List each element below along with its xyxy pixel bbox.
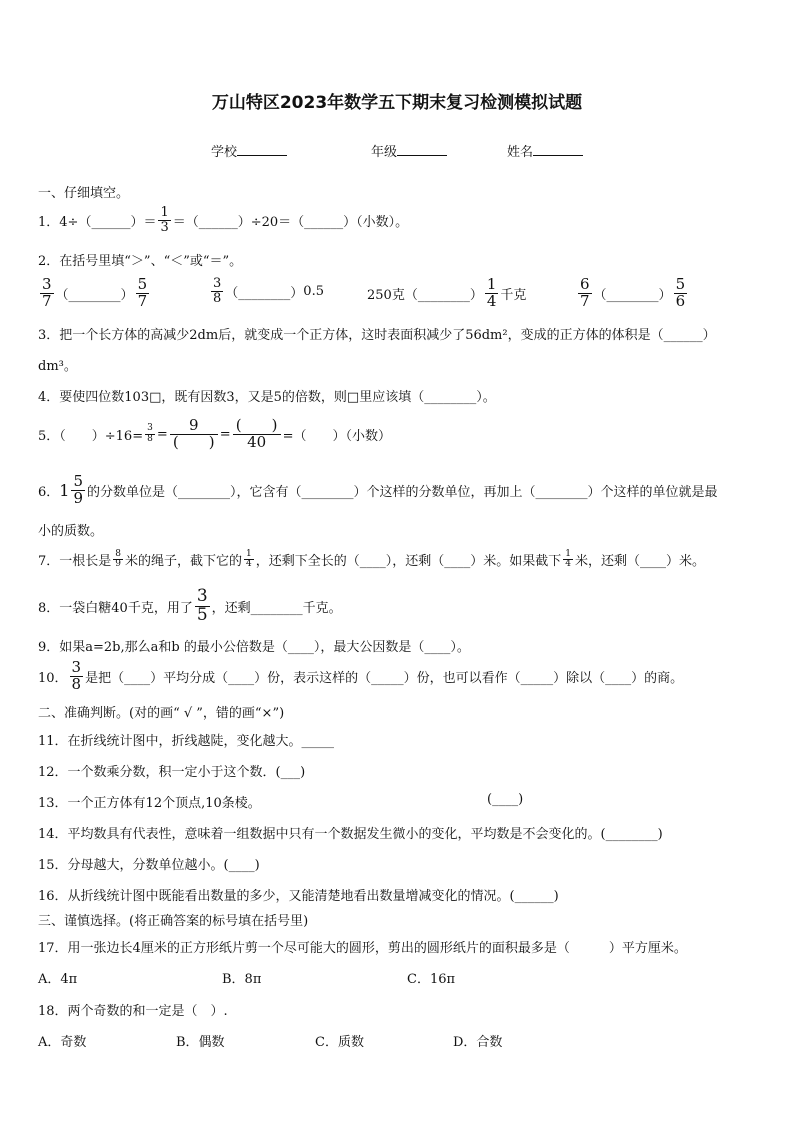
question-9: 9．如果a=2b,那么a和b 的最小公倍数是（____），最大公因数是（____）。: [38, 640, 470, 655]
q5-eq-2: =: [219, 426, 231, 442]
q5-frac-2: [170, 418, 218, 451]
q2c3-tail: 千克: [500, 287, 527, 303]
q18-option-a[interactable]: A．奇数: [38, 1035, 87, 1050]
q1-part-a: 4÷（______）＝: [59, 214, 157, 230]
q5-part-a: 5．（ ）÷16=: [38, 428, 144, 444]
q2c4-den-right: 6: [675, 291, 686, 310]
q2-compare-2: [209, 277, 324, 305]
q1-frac-num: 1: [160, 205, 169, 220]
q5-frac1-num: 3: [147, 423, 153, 434]
q7-part-d: 米，还剩（____）米。: [575, 554, 706, 570]
q2c4-den-left: 7: [580, 291, 590, 310]
q2c4-num-left: 6: [580, 275, 590, 293]
q5-frac2-den[interactable]: ( ): [172, 432, 215, 451]
q2c1-frac-left: [40, 277, 54, 310]
q10-frac-den: 8: [71, 674, 82, 693]
question-16: 16．从折线统计图中既能看出数量的多少，又能清楚地看出数量增减变化的情况。(______): [38, 889, 559, 904]
q18-option-d[interactable]: D．合数: [453, 1035, 503, 1050]
question-2: 2．在括号里填“＞”、“＜”或“＝”。: [38, 254, 243, 269]
question-12: 12．一个数乘分数，积一定小于这个数．(___): [38, 765, 306, 780]
question-18: 18．两个奇数的和一定是（ ）.: [38, 1004, 228, 1019]
q6-part-b: 的分数单位是（________），它含有（________）个这样的分数单位，再加上（________）个这样的单位就是最: [87, 484, 718, 500]
q2c2-frac-left: [211, 277, 223, 305]
q2c3-frac: [485, 277, 499, 310]
q2c1-den-right: 7: [137, 291, 148, 310]
q2c2-tail: 0.5: [303, 283, 324, 299]
section-1-heading: 一、仔细填空。: [38, 186, 130, 201]
q7-part-b: 米的绳子，截下它的: [125, 554, 243, 570]
q2c4-frac-right: [674, 277, 688, 310]
q10-frac: [70, 660, 84, 693]
q7-part-a: 7．一根长是: [38, 554, 112, 570]
q5-frac3-den: 40: [247, 432, 267, 451]
section-2-heading: 二、准确判断。(对的画“ √ ”，错的画“×”): [38, 706, 285, 721]
question-3-line-2: dm³。: [38, 359, 77, 374]
name-blank[interactable]: [533, 142, 583, 156]
q2-compare-1: [38, 277, 151, 310]
q6-whole: 1: [59, 480, 70, 500]
question-3-line-1: 3．把一个长方体的高减少2dm后，就变成一个正方体，这时表面积减少了56dm²，变成的正方体的体积是（______）: [38, 328, 716, 343]
question-14: 14．平均数具有代表性，意味着一组数据中只有一个数据发生微小的变化，平均数是不会变化的。(________): [38, 827, 663, 842]
question-17: 17．用一张边长4厘米的正方形纸片剪一个尽可能大的圆形，剪出的圆形纸片的面积最多是（ ）平方厘米。: [38, 941, 687, 956]
school-field[interactable]: [211, 141, 287, 160]
name-field[interactable]: [507, 141, 583, 160]
question-6-line-2: 小的质数。: [38, 524, 104, 539]
q2c1-num-left: 3: [42, 275, 52, 293]
q6-frac-num: 5: [73, 472, 84, 490]
question-8: [38, 588, 342, 625]
q10-part-b: 是把（____）平均分成（____）份，表示这样的（_____）份，也可以看作（_____）除以（____）的商。: [85, 670, 684, 686]
q10-frac-num: 3: [71, 658, 82, 676]
q2c1-blank[interactable]: （________）: [55, 287, 134, 303]
q2c1-frac-right: [136, 277, 150, 310]
q2c3-num: 1: [486, 275, 497, 293]
q7-frac3-den: 4: [565, 559, 572, 570]
q6-num: 6．: [38, 484, 60, 500]
question-1: [38, 206, 408, 234]
q2c4-blank[interactable]: （________）: [593, 287, 672, 303]
q17-option-b[interactable]: B．8π: [222, 972, 262, 987]
q5-frac2-num: 9: [170, 418, 218, 435]
q1-frac-den: 3: [160, 219, 169, 235]
question-13: 13．一个正方体有12个顶点,10条棱。: [38, 796, 261, 811]
q7-frac2-num: 1: [246, 549, 252, 559]
q5-frac-1: [145, 424, 155, 444]
q2c2-num-left: 3: [213, 276, 222, 291]
q8-frac-den: 5: [196, 604, 208, 625]
q7-frac3-num: 1: [565, 549, 572, 559]
q5-frac1-den: 8: [147, 433, 153, 444]
grade-field[interactable]: [371, 141, 447, 160]
q18-option-c[interactable]: C．质数: [315, 1035, 364, 1050]
question-4: 4．要使四位数103□，既有因数3，又是5的倍数，则□里应该填（________）。: [38, 390, 496, 405]
q6-frac: [71, 474, 85, 507]
q2c3-blank[interactable]: （________）: [404, 287, 483, 303]
q2-compare-4: [576, 277, 689, 310]
q18-option-b[interactable]: B．偶数: [176, 1035, 225, 1050]
q2c1-den-left: 7: [42, 291, 52, 310]
q2c3-head: 250克: [367, 287, 405, 303]
q10-num: 10．: [38, 670, 68, 686]
q1-num: 1．: [38, 214, 60, 230]
q2c1-num-right: 5: [137, 275, 148, 293]
q7-part-c: ，还剩下全长的（____），还剩（____）米。如果截下: [255, 554, 562, 570]
q2c4-frac-left: [578, 277, 592, 310]
q1-part-b: ＝（______）÷20＝（______）（小数）。: [172, 214, 409, 230]
q13-answer-blank[interactable]: (____): [487, 792, 524, 807]
q7-frac-1: [113, 550, 123, 570]
q1-fraction: [158, 206, 170, 234]
school-blank[interactable]: [237, 142, 287, 156]
q17-option-c[interactable]: C．16π: [407, 972, 456, 987]
question-6: [38, 474, 718, 507]
grade-blank[interactable]: [397, 142, 447, 156]
q2c2-den-left: 8: [213, 290, 222, 306]
q5-part-b: =（ ）（小数）: [282, 428, 392, 444]
question-11: 11．在折线统计图中，折线越陡，变化越大。_____: [38, 734, 335, 749]
q7-frac-2: [244, 550, 254, 570]
question-10: [38, 660, 683, 693]
q7-frac-3: [563, 550, 573, 570]
question-15: 15．分母越大，分数单位越小。(____): [38, 858, 260, 873]
q2c2-blank[interactable]: （________）: [225, 285, 304, 301]
q2c3-den: 4: [486, 291, 497, 310]
q17-option-a[interactable]: A．4π: [38, 972, 78, 987]
q8-part-a: 8．一袋白糖40千克，用了: [38, 600, 193, 616]
q2-compare-3: [367, 277, 526, 310]
q6-frac-den: 9: [73, 488, 84, 507]
name-label: 姓名: [507, 145, 534, 160]
q5-eq-1: =: [156, 426, 168, 442]
q2c4-num-right: 5: [675, 275, 686, 293]
q5-frac-3: [233, 418, 281, 451]
q8-part-b: ，还剩________千克。: [211, 600, 342, 616]
school-label: 学校: [211, 145, 238, 160]
q5-frac3-num[interactable]: ( ): [233, 418, 281, 435]
q7-frac2-den: 4: [246, 559, 252, 570]
q8-frac-num: 3: [196, 586, 208, 606]
page-title: 万山特区2023年数学五下期末复习检测模拟试题: [211, 93, 583, 113]
q7-frac1-num: 8: [115, 549, 122, 559]
question-5: [38, 418, 391, 451]
question-7: [38, 550, 705, 570]
q7-frac1-den: 9: [115, 559, 122, 570]
section-3-heading: 三、谨慎选择。(将正确答案的标号填在括号里): [38, 914, 309, 929]
grade-label: 年级: [371, 145, 398, 160]
q8-frac: [195, 588, 210, 625]
